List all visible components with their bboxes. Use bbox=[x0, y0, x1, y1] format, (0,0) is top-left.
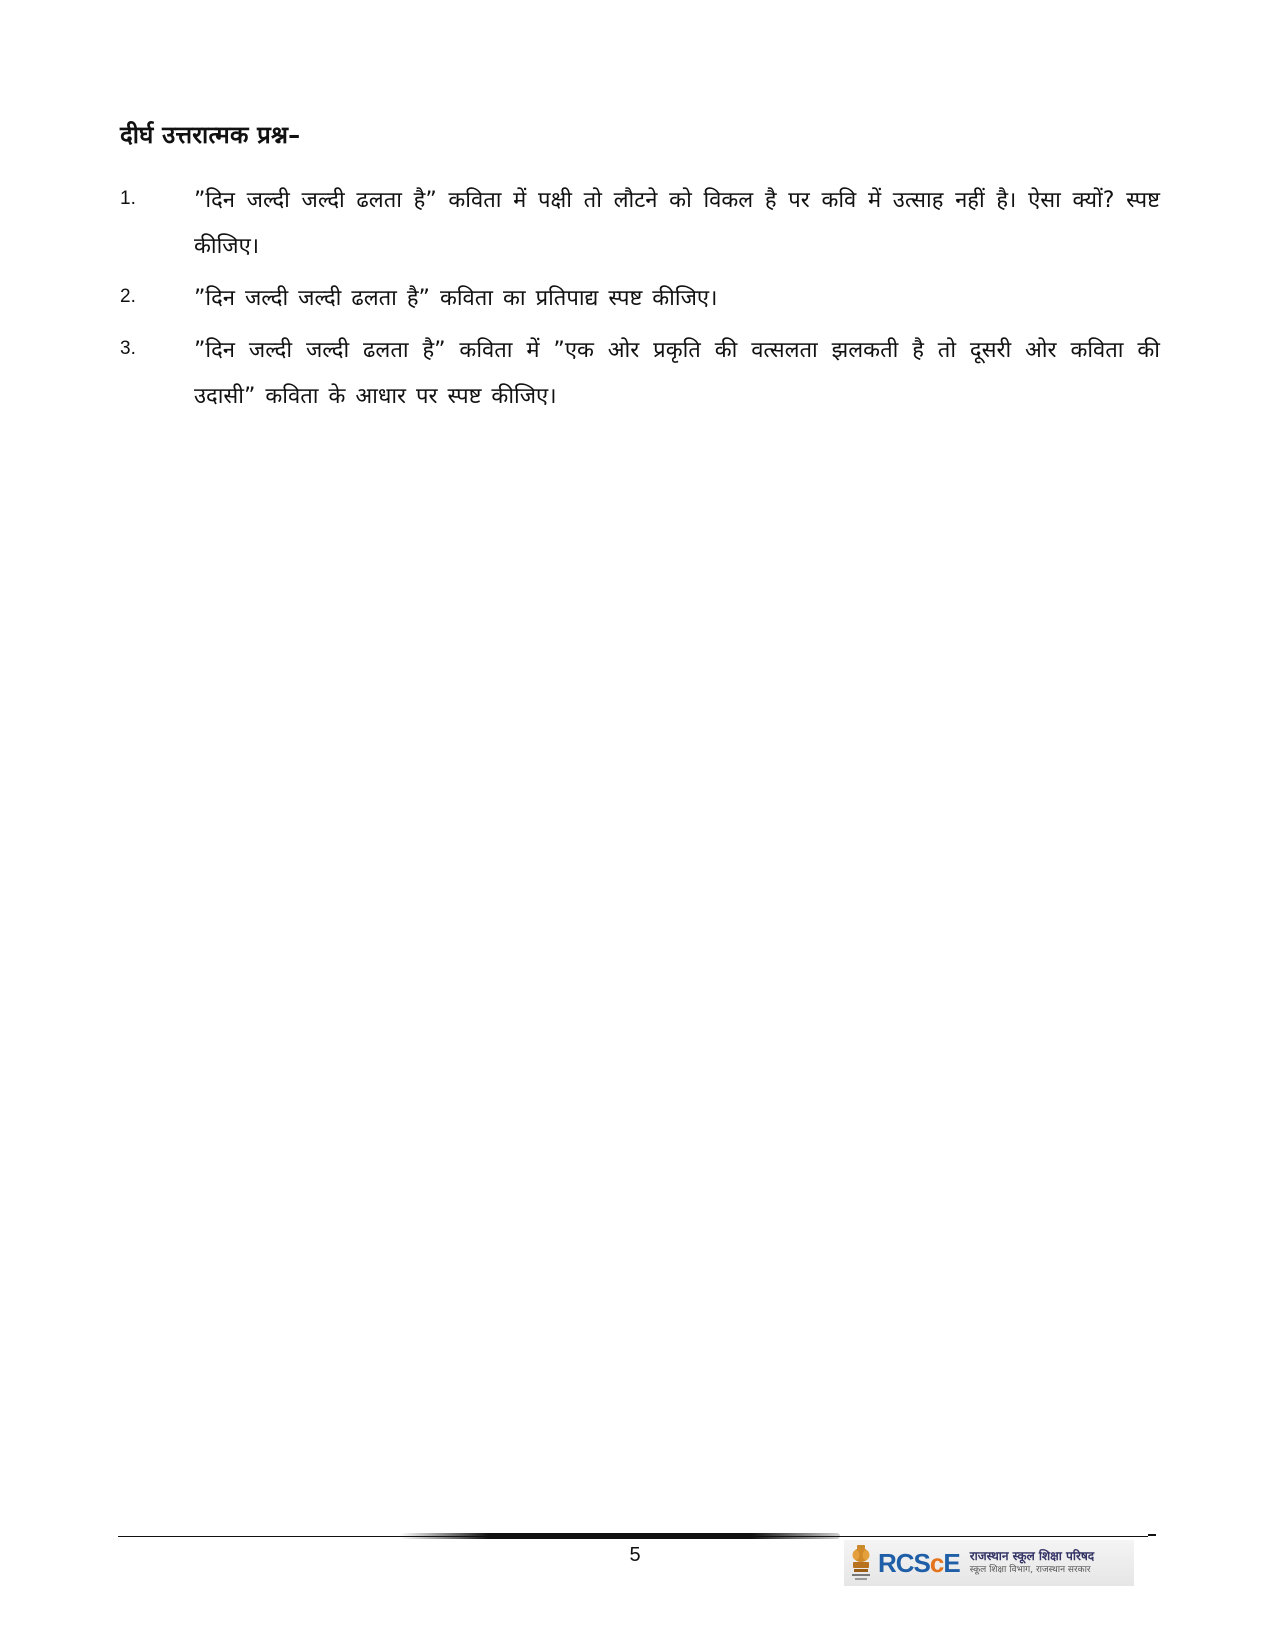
footer-divider-end bbox=[1148, 1534, 1156, 1536]
question-number: 1. bbox=[120, 188, 136, 209]
logo-org-subtitle: स्कूल शिक्षा विभाग, राजस्थान सरकार bbox=[969, 1565, 1091, 1575]
logo-caption bbox=[970, 1549, 1094, 1577]
page-number: 5 bbox=[629, 1544, 641, 1566]
question-item bbox=[120, 276, 1160, 322]
footer-divider-accent bbox=[400, 1533, 840, 1539]
logo-org-name: राजस्थान स्कूल शिक्षा परिषद bbox=[969, 1549, 1095, 1563]
question-text: ”दिन जल्दी जल्दी ढलता है” कविता में पक्षी तो लौटने को विकल है पर कवि में उत्साह नहीं है। ऐसा क्यों? स्पष्ट कीजिए। bbox=[194, 188, 1160, 259]
question-item bbox=[120, 178, 1160, 270]
state-emblem-icon bbox=[848, 1543, 874, 1583]
section-heading: दीर्घ उत्तरात्मक प्रश्न– bbox=[120, 121, 301, 149]
rcsce-logo bbox=[844, 1540, 1134, 1586]
logo-wordmark: RCScE bbox=[878, 1547, 960, 1578]
question-item bbox=[120, 328, 1160, 420]
question-number: 2. bbox=[120, 286, 136, 307]
question-number: 3. bbox=[120, 338, 136, 359]
question-list bbox=[120, 178, 1160, 426]
question-text: ”दिन जल्दी जल्दी ढलता है” कविता का प्रतिपाद्य स्पष्ट कीजिए। bbox=[194, 286, 718, 311]
question-text: ”दिन जल्दी जल्दी ढलता है” कविता में ”एक ओर प्रकृति की वत्सलता झलकती है तो दूसरी ओर कविता की उदासी” कविता के आधार पर स्पष्ट कीजिए। bbox=[194, 338, 1160, 409]
